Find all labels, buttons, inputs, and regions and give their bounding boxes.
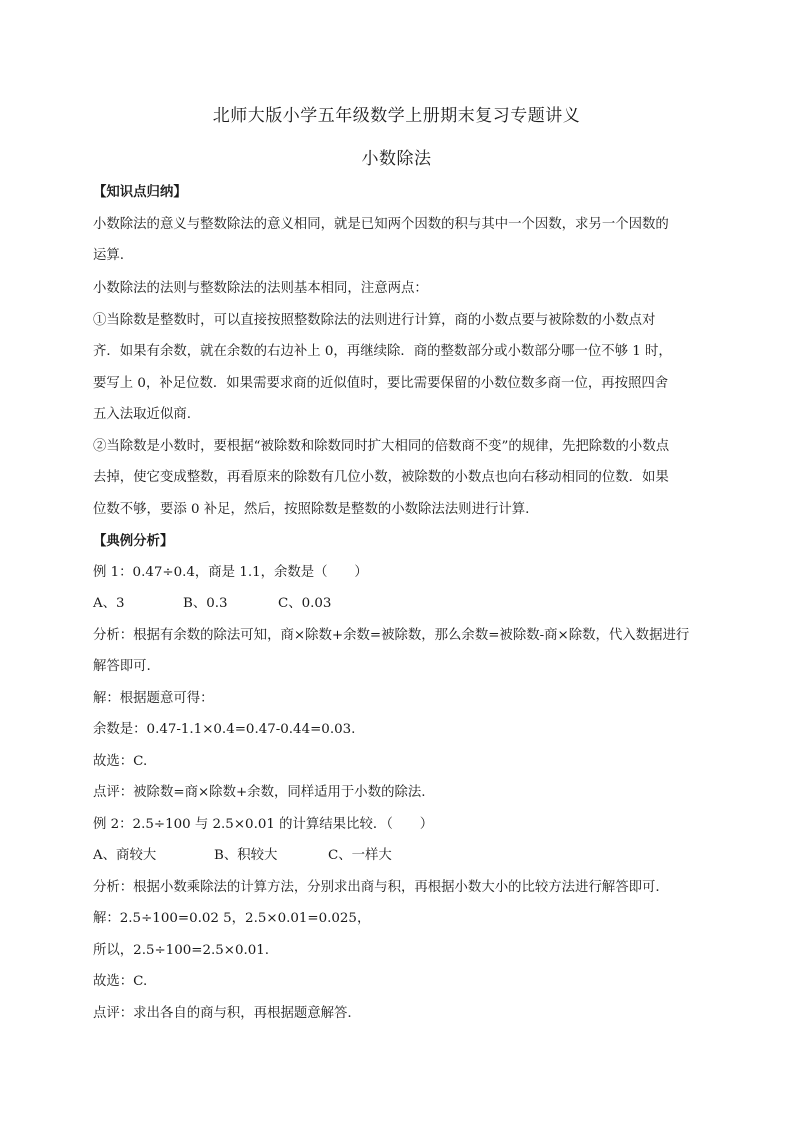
example-1-answer: 故选：C. <box>93 754 148 769</box>
example-2-comment: 点评：求出各自的商与积，再根据题意解答. <box>93 1006 352 1021</box>
example-1-option-c: C、0.03 <box>278 596 332 611</box>
example-2-solution-line-2: 所以，2.5÷100=2.5×0.01. <box>93 943 270 958</box>
knowledge-paragraph-1-line-1: 小数除法的意义与整数除法的意义相同，就是已知两个因数的积与其中一个因数，求另一个因数的 <box>93 217 669 232</box>
example-2-options <box>93 846 703 866</box>
section-heading-knowledge: 【知识点归纳】 <box>93 184 187 200</box>
section-heading-examples: 【典例分析】 <box>93 533 174 549</box>
example-1-solution-line-2: 余数是：0.47-1.1×0.4=0.47-0.44=0.03. <box>93 722 356 737</box>
knowledge-paragraph-3-line-3: 要写上 0，补足位数．如果需要求商的近似值时，要比需要保留的小数位数多商一位，再按照四舍 <box>93 376 669 391</box>
knowledge-paragraph-1-line-2: 运算. <box>93 248 125 263</box>
example-2-solution-line-1: 解：2.5÷100=0.02 5，2.5×0.01=0.025， <box>93 911 371 926</box>
example-2-option-a: A、商较大 <box>93 848 157 863</box>
example-2-option-b: B、积较大 <box>214 848 278 863</box>
example-2-option-c: C、一样大 <box>328 848 392 863</box>
example-1-comment: 点评：被除数=商×除数+余数，同样适用于小数的除法. <box>93 785 426 800</box>
knowledge-paragraph-3-line-4: 五入法取近似商. <box>93 407 191 422</box>
example-1-analysis-line-2: 解答即可. <box>93 659 151 674</box>
knowledge-paragraph-2: 小数除法的法则与整数除法的法则基本相同，注意两点： <box>93 281 428 296</box>
example-1-option-a: A、3 <box>93 596 125 611</box>
example-2-question: 例 2：2.5÷100 与 2.5×0.01 的计算结果比较．（ ） <box>93 817 434 832</box>
knowledge-paragraph-4-line-1: ②当除数是小数时，要根据“被除数和除数同时扩大相同的倍数商不变”的规律，先把除数的小数点 <box>93 439 670 454</box>
example-2-answer: 故选：C. <box>93 974 148 989</box>
example-1-analysis-line-1: 分析：根据有余数的除法可知，商×除数+余数=被除数，那么余数=被除数-商×除数，代入数据进行 <box>93 628 690 643</box>
knowledge-paragraph-4-line-3: 位数不够，要添 0 补足，然后，按照除数是整数的小数除法法则进行计算. <box>93 502 530 517</box>
document-subtitle: 小数除法 <box>361 149 432 169</box>
knowledge-paragraph-4-line-2: 去掉，使它变成整数，再看原来的除数有几位小数，被除数的小数点也向右移动相同的位数．如果 <box>93 470 669 485</box>
example-1-question: 例 1：0.47÷0.4，商是 1.1，余数是（ ） <box>93 565 368 580</box>
knowledge-paragraph-3-line-2: 齐．如果有余数，就在余数的右边补上 0，再继续除．商的整数部分或小数部分哪一位不够 1 时， <box>93 344 672 359</box>
example-2-analysis: 分析：根据小数乘除法的计算方法，分别求出商与积，再根据小数大小的比较方法进行解答即可. <box>93 880 660 895</box>
example-1-options <box>93 594 703 614</box>
example-1-solution-line-1: 解：根据题意可得： <box>93 691 214 706</box>
example-1-option-b: B、0.3 <box>183 596 228 611</box>
document-title: 北师大版小学五年级数学上册期末复习专题讲义 <box>212 106 581 126</box>
knowledge-paragraph-3-line-1: ①当除数是整数时，可以直接按照整数除法的法则进行计算，商的小数点要与被除数的小数点对 <box>93 313 656 328</box>
